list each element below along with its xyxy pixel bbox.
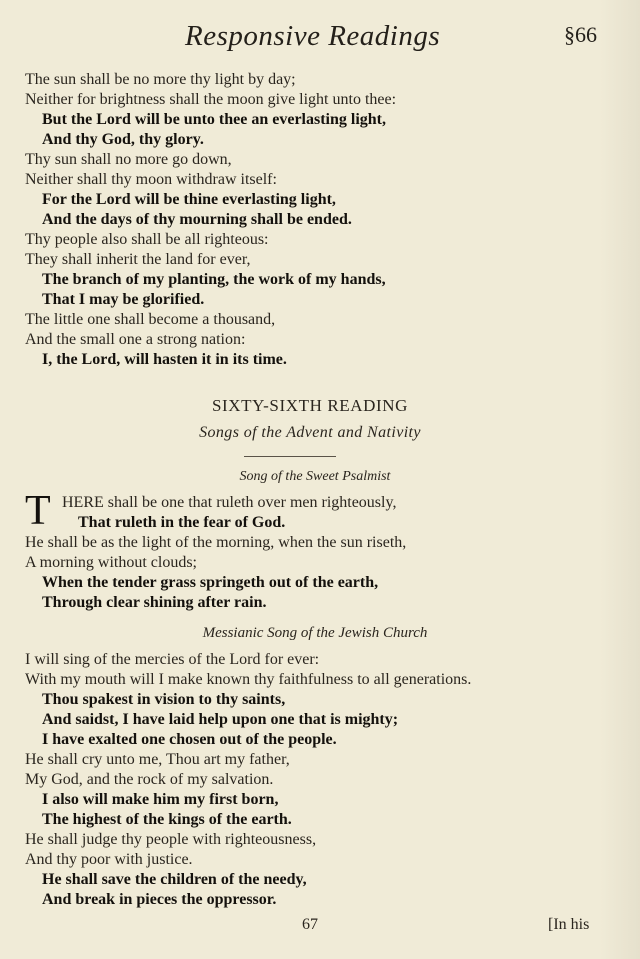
response-line: But the Lord will be unto thee an everlasting light, [42, 111, 387, 128]
song-heading: Song of the Sweet Psalmist [239, 469, 391, 484]
verse-line: With my mouth will I make known thy faithfulness to all generations. [25, 671, 472, 688]
response-line: And the days of thy mourning shall be ended. [42, 211, 352, 228]
response-line: He shall save the children of the needy, [42, 871, 307, 888]
verse-line: And thy poor with justice. [25, 851, 193, 868]
response-line: Thou spakest in vision to thy saints, [42, 691, 286, 708]
verse-line: Thy people also shall be all righteous: [25, 231, 269, 248]
response-line: That I may be glorified. [42, 291, 205, 308]
verse-line: They shall inherit the land for ever, [25, 251, 251, 268]
running-head-title: Responsive Readings [185, 20, 441, 52]
verse-line: He shall cry unto me, Thou art my father, [25, 751, 290, 768]
response-line: The branch of my planting, the work of my hands, [42, 271, 386, 288]
section-divider [244, 456, 336, 457]
section-number: §66 [564, 22, 597, 47]
verse-line: My God, and the rock of my salvation. [25, 771, 274, 788]
page-number: 67 [302, 916, 318, 933]
response-line: I, the Lord, will hasten it in its time. [42, 351, 287, 368]
verse-line: A morning without clouds; [25, 554, 197, 571]
response-line: And thy God, thy glory. [42, 131, 204, 148]
drop-cap: T [25, 488, 51, 534]
verse-line: And the small one a strong nation: [25, 331, 246, 348]
response-line: For the Lord will be thine everlasting light, [42, 191, 336, 208]
response-line: I also will make him my first born, [42, 791, 279, 808]
verse-line: Neither shall thy moon withdraw itself: [25, 171, 277, 188]
verse-line: He shall be as the light of the morning, when the sun riseth, [25, 534, 407, 551]
response-line: That ruleth in the fear of God. [78, 514, 286, 531]
reading-title: SIXTY-SIXTH READING [211, 396, 409, 415]
verse-line: The sun shall be no more thy light by day; [25, 71, 296, 88]
verse-line: The little one shall become a thousand, [25, 311, 276, 328]
verse-line: I will sing of the mercies of the Lord for ever: [25, 651, 320, 668]
response-line: The highest of the kings of the earth. [42, 811, 292, 828]
song-heading: Messianic Song of the Jewish Church [202, 625, 428, 641]
response-line: And saidst, I have laid help upon one that is mighty; [42, 711, 399, 728]
response-line: I have exalted one chosen out of the people. [42, 731, 337, 748]
response-line: Through clear shining after rain. [42, 594, 267, 611]
verse-line: HERE shall be one that ruleth over men righteously, [62, 494, 397, 511]
response-line: And break in pieces the oppressor. [42, 891, 277, 908]
verse-line: He shall judge thy people with righteousness, [25, 831, 317, 848]
response-line: When the tender grass springeth out of the earth, [42, 574, 379, 591]
verse-line: Neither for brightness shall the moon give light unto thee: [25, 91, 397, 108]
verse-line: Thy sun shall no more go down, [25, 151, 232, 168]
catchword: [In his [548, 916, 590, 933]
reading-subtitle: Songs of the Advent and Nativity [199, 424, 421, 441]
